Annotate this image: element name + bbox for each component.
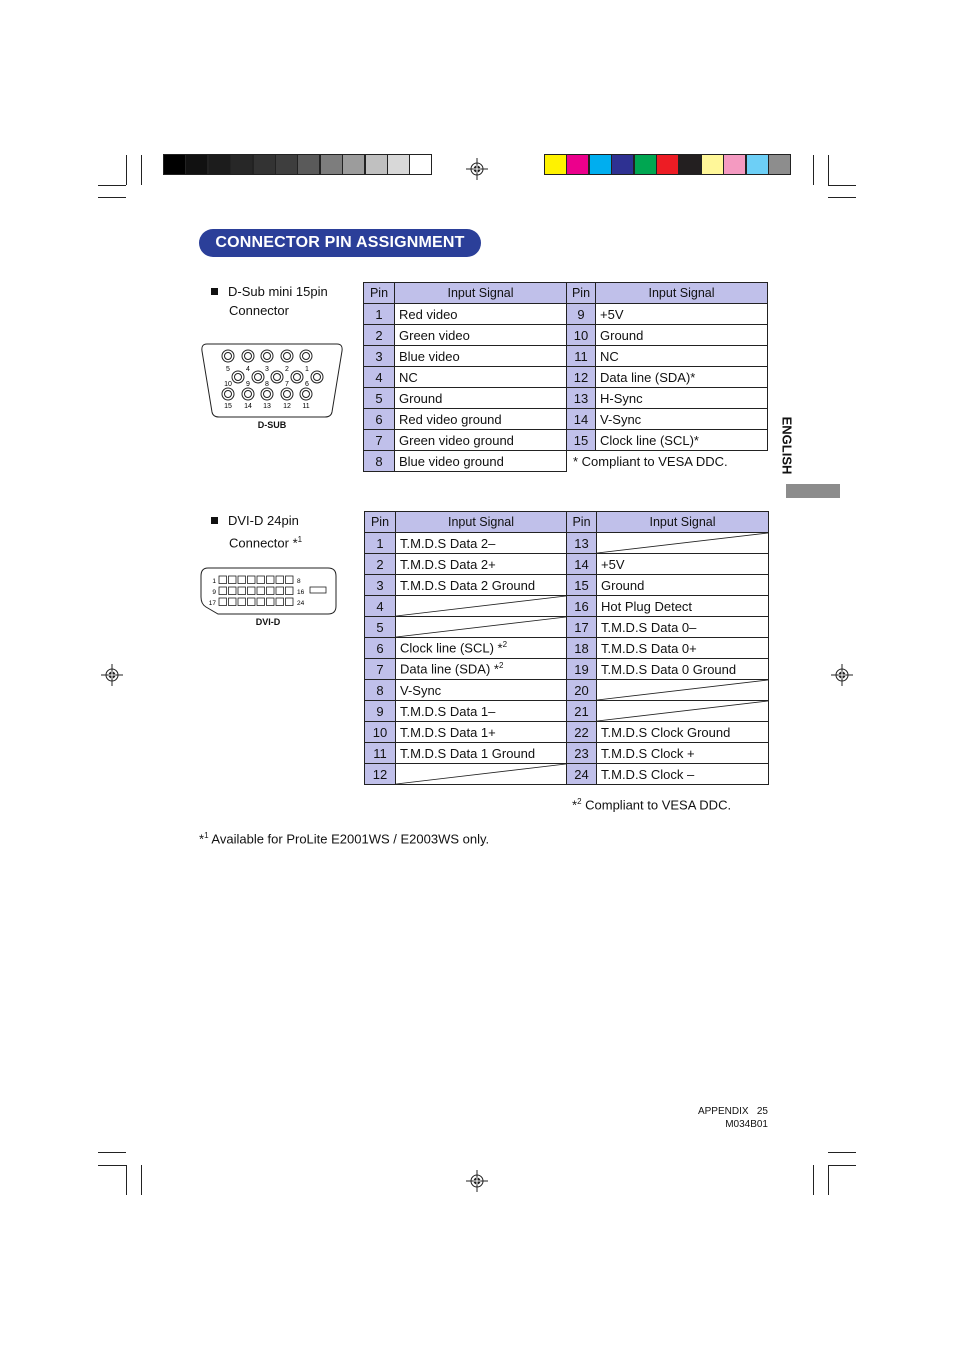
color-swatch — [768, 154, 791, 175]
pin-contact — [229, 598, 237, 606]
signal-cell — [596, 430, 768, 451]
column-header-signal: Input Signal — [396, 512, 567, 533]
pin-hole-inner — [284, 353, 291, 360]
pin-number-cell: 19 — [567, 659, 597, 680]
table-row — [365, 680, 769, 701]
signal-text: Green video — [399, 327, 470, 343]
column-header-signal: Input Signal — [597, 512, 769, 533]
pin-number: 15 — [224, 403, 232, 410]
signal-cell — [396, 743, 567, 764]
signal-cell — [396, 680, 567, 701]
pin-number-cell: 6 — [365, 638, 396, 659]
pin-number: 13 — [263, 403, 271, 410]
strike-line — [396, 617, 566, 637]
signal-text: T.M.D.S Clock Ground — [601, 724, 731, 740]
color-swatch — [544, 154, 567, 175]
signal-cell — [396, 554, 567, 575]
strike-line — [597, 701, 768, 721]
dsub-subtitle: Connector — [229, 303, 289, 318]
crop-mark — [141, 1165, 142, 1195]
color-swatch — [566, 154, 589, 175]
pin-contact — [286, 598, 294, 606]
table-row — [364, 430, 768, 451]
pin-number-cell: 14 — [567, 554, 597, 575]
signal-text: T.M.D.S Data 2– — [400, 535, 496, 551]
unused-cell — [597, 533, 769, 554]
signal-cell — [395, 346, 567, 367]
signal-cell — [596, 304, 768, 325]
strike-line — [396, 764, 566, 784]
pin-number-cell: 5 — [365, 617, 396, 638]
dvi-bullet — [211, 511, 302, 552]
signal-cell — [396, 701, 567, 722]
unused-cell — [597, 701, 769, 722]
pin-number-cell: 1 — [365, 533, 396, 554]
pin-contact — [276, 576, 284, 584]
table-header-row — [365, 512, 769, 533]
crop-mark — [98, 1165, 126, 1166]
gray-swatch — [409, 154, 432, 175]
signal-cell — [596, 409, 768, 430]
pin-number: 2 — [285, 366, 289, 373]
signal-cell — [395, 451, 567, 472]
pin-number-cell: 12 — [365, 764, 396, 785]
color-swatch — [678, 154, 701, 175]
signal-cell — [395, 430, 567, 451]
signal-text: T.M.D.S Data 1 Ground — [400, 745, 536, 761]
crop-mark — [98, 197, 126, 198]
pin-contact — [248, 587, 256, 595]
pin-number-cell: 6 — [364, 409, 395, 430]
signal-text: Hot Plug Detect — [601, 598, 693, 614]
pin-hole-inner — [245, 391, 252, 398]
table-row — [364, 451, 768, 472]
table-row — [365, 638, 769, 659]
pin-number-cell: 24 — [567, 764, 597, 785]
pin-contact — [219, 598, 227, 606]
pin-number-cell: 4 — [365, 596, 396, 617]
signal-cell — [396, 638, 567, 659]
strike-line — [597, 680, 768, 700]
pin-contact — [238, 576, 246, 584]
pin-number: 7 — [285, 381, 289, 388]
pin-contact — [219, 576, 227, 584]
signal-cell — [597, 575, 769, 596]
pin-number-cell: 3 — [364, 346, 395, 367]
gray-swatch — [163, 154, 186, 175]
gray-swatch — [342, 154, 365, 175]
registration-mark-icon — [101, 664, 123, 686]
pin-hole-inner — [225, 391, 232, 398]
table-row — [365, 659, 769, 680]
pin-number: 8 — [265, 381, 269, 388]
signal-text: +5V — [600, 306, 624, 322]
pin-number-cell: 21 — [567, 701, 597, 722]
pin-number-cell: 9 — [567, 304, 596, 325]
gray-swatch — [297, 154, 320, 175]
pin-contact — [238, 587, 246, 595]
table-row — [364, 409, 768, 430]
signal-cell — [597, 638, 769, 659]
signal-text: Data line (SDA)* — [600, 369, 696, 385]
column-header-pin: Pin — [365, 512, 396, 533]
footnote-marker: 2 — [498, 661, 504, 671]
gray-swatch — [230, 154, 253, 175]
signal-cell — [395, 304, 567, 325]
table-row — [365, 596, 769, 617]
unused-cell — [396, 617, 567, 638]
signal-text: T.M.D.S Data 1+ — [400, 724, 496, 740]
signal-cell — [597, 722, 769, 743]
pin-number-cell: 16 — [567, 596, 597, 617]
table-row — [364, 388, 768, 409]
signal-text: Data line (SDA) * — [400, 661, 499, 677]
unused-cell — [396, 764, 567, 785]
signal-text: T.M.D.S Data 2+ — [400, 556, 496, 572]
pin-contact — [276, 598, 284, 606]
pin-number: 5 — [226, 366, 230, 373]
dvi-table-note — [572, 797, 731, 812]
gray-swatch — [275, 154, 298, 175]
pin-number-cell: 3 — [365, 575, 396, 596]
table-row — [365, 617, 769, 638]
pin-number: 12 — [283, 403, 291, 410]
crop-mark — [828, 197, 856, 198]
footnote-marker: 1 — [204, 831, 209, 840]
pin-number-cell: 7 — [365, 659, 396, 680]
color-swatch — [723, 154, 746, 175]
signal-cell — [597, 764, 769, 785]
signal-cell — [395, 325, 567, 346]
footnote-prefix: * — [199, 831, 205, 847]
pin-contact — [257, 576, 265, 584]
signal-text: T.M.D.S Data 2 Ground — [400, 577, 536, 593]
color-swatch — [611, 154, 634, 175]
gray-swatch — [365, 154, 388, 175]
column-header-signal: Input Signal — [596, 283, 768, 304]
crop-mark — [813, 155, 814, 185]
signal-text: T.M.D.S Clock + — [601, 745, 695, 761]
dvi-pin-table — [364, 511, 769, 785]
gray-swatch — [208, 154, 231, 175]
pin-hole-inner — [235, 374, 242, 381]
column-header-pin: Pin — [364, 283, 395, 304]
table-row — [365, 575, 769, 596]
bullet-square-icon — [211, 517, 218, 524]
table-row — [365, 743, 769, 764]
signal-text: Red video — [399, 306, 458, 322]
table-row — [364, 367, 768, 388]
signal-text: NC — [600, 348, 619, 364]
unused-cell — [396, 596, 567, 617]
strike-line — [597, 533, 768, 553]
pin-contact — [229, 587, 237, 595]
color-swatch — [701, 154, 724, 175]
signal-cell — [596, 325, 768, 346]
pin-number-cell: 22 — [567, 722, 597, 743]
dvi-title: DVI-D 24pin — [228, 513, 299, 528]
pin-contact — [248, 576, 256, 584]
pin-number-cell: 7 — [364, 430, 395, 451]
side-tab-marker — [786, 484, 840, 498]
pin-hole-inner — [314, 374, 321, 381]
crop-mark — [126, 1165, 127, 1195]
footnote — [199, 831, 489, 846]
column-header-signal: Input Signal — [395, 283, 567, 304]
pin-number-cell: 14 — [567, 409, 596, 430]
pin-contact — [276, 587, 284, 595]
signal-text: Red video ground — [399, 411, 502, 427]
signal-cell — [597, 743, 769, 764]
pin-number: 8 — [297, 578, 301, 585]
gray-swatch — [387, 154, 410, 175]
signal-cell — [597, 617, 769, 638]
crop-mark — [828, 1165, 829, 1195]
crop-mark — [813, 1165, 814, 1195]
pin-hole-inner — [264, 353, 271, 360]
footnote-marker: 2 — [577, 797, 582, 806]
dsub-label: D-SUB — [257, 420, 287, 430]
pin-contact — [267, 598, 275, 606]
pin-number-cell: 23 — [567, 743, 597, 764]
dsub-pin-table — [363, 282, 768, 472]
pin-number: 1 — [305, 366, 309, 373]
pin-number-cell: 8 — [364, 451, 395, 472]
signal-cell — [395, 409, 567, 430]
signal-cell — [597, 659, 769, 680]
unused-cell — [597, 680, 769, 701]
signal-cell — [396, 575, 567, 596]
pin-number-cell: 15 — [567, 575, 597, 596]
signal-text: T.M.D.S Data 1– — [400, 703, 496, 719]
table-row — [365, 722, 769, 743]
pin-contact — [257, 598, 265, 606]
signal-text: T.M.D.S Data 0 Ground — [601, 661, 737, 677]
pin-number: 10 — [224, 381, 232, 388]
column-header-pin: Pin — [567, 512, 597, 533]
dsub-title: D-Sub mini 15pin — [228, 284, 328, 299]
table-row — [365, 554, 769, 575]
column-header-pin: Pin — [567, 283, 596, 304]
pin-number-cell: 2 — [364, 325, 395, 346]
signal-cell — [596, 346, 768, 367]
crop-mark — [828, 1165, 856, 1166]
table-row — [364, 325, 768, 346]
signal-cell — [596, 388, 768, 409]
crop-mark — [828, 1152, 856, 1153]
pin-number-cell: 4 — [364, 367, 395, 388]
pin-number-cell: 11 — [567, 346, 596, 367]
pin-number-cell: 17 — [567, 617, 597, 638]
signal-cell — [396, 533, 567, 554]
table-row — [365, 533, 769, 554]
dvi-connector-diagram — [200, 567, 337, 617]
language-tab-label: ENGLISH — [779, 416, 795, 475]
signal-text: Green video ground — [399, 432, 514, 448]
crop-mark — [828, 155, 829, 185]
pin-hole-inner — [294, 374, 301, 381]
pin-number: 11 — [302, 403, 310, 410]
signal-cell — [597, 596, 769, 617]
pin-contact — [257, 587, 265, 595]
pin-number: 14 — [244, 403, 252, 410]
pin-hole-inner — [274, 374, 281, 381]
signal-text: T.M.D.S Data 0– — [601, 619, 697, 635]
signal-text: Clock line (SCL) * — [400, 640, 503, 656]
pin-number-cell: 10 — [567, 325, 596, 346]
crop-mark — [141, 155, 142, 185]
color-swatch — [589, 154, 612, 175]
pin-number-cell: 13 — [567, 533, 597, 554]
signal-cell — [395, 388, 567, 409]
color-swatch — [634, 154, 657, 175]
pin-number: 3 — [265, 366, 269, 373]
dsub-connector-diagram — [199, 342, 345, 420]
signal-text: H-Sync — [600, 390, 643, 406]
table-row — [364, 346, 768, 367]
signal-text: Clock line (SCL)* — [600, 432, 699, 448]
crop-mark — [98, 185, 126, 186]
signal-text: T.M.D.S Data 0+ — [601, 640, 697, 656]
signal-text: V-Sync — [600, 411, 642, 427]
registration-mark-icon — [831, 664, 853, 686]
pin-contact — [238, 598, 246, 606]
pin-hole-inner — [255, 374, 262, 381]
pin-number-cell: 9 — [365, 701, 396, 722]
pin-number: 6 — [305, 381, 309, 388]
pin-number-cell: 12 — [567, 367, 596, 388]
footnote-text: Available for ProLite E2001WS / E2003WS only. — [208, 831, 490, 847]
pin-hole-inner — [284, 391, 291, 398]
crop-mark — [126, 155, 127, 185]
note-text: Compliant to VESA DDC. — [581, 797, 732, 813]
pin-number-cell: 10 — [365, 722, 396, 743]
table-row — [365, 701, 769, 722]
strike-line — [396, 596, 566, 616]
pin-number: 17 — [208, 600, 216, 607]
signal-text: Blue video — [399, 348, 460, 364]
pin-number: 9 — [246, 381, 250, 388]
signal-cell — [396, 659, 567, 680]
pin-number-cell: 8 — [365, 680, 396, 701]
color-swatch — [656, 154, 679, 175]
pin-number: 16 — [297, 589, 305, 596]
signal-text: V-Sync — [400, 682, 442, 698]
pin-number: 9 — [212, 589, 216, 596]
table-row — [365, 764, 769, 785]
registration-mark-icon — [466, 158, 488, 180]
signal-text: Ground — [399, 390, 443, 406]
pin-number-cell: 11 — [365, 743, 396, 764]
pin-contact — [248, 598, 256, 606]
pin-contact — [267, 587, 275, 595]
dsub-bullet — [211, 282, 328, 320]
dvi-label: DVI-D — [255, 617, 281, 627]
pin-hole-inner — [303, 353, 310, 360]
signal-cell — [396, 722, 567, 743]
pin-number-cell: 18 — [567, 638, 597, 659]
signal-cell — [596, 367, 768, 388]
signal-text: Ground — [600, 327, 644, 343]
gray-swatch — [253, 154, 276, 175]
page-footer — [640, 1105, 768, 1131]
dsub-table-note: * Compliant to VESA DDC. — [573, 453, 728, 469]
pin-number-cell: 2 — [365, 554, 396, 575]
pin-number: 1 — [212, 578, 216, 585]
pin-hole-inner — [264, 391, 271, 398]
pin-number-cell: 15 — [567, 430, 596, 451]
color-swatch — [746, 154, 769, 175]
signal-text: T.M.D.S Clock – — [601, 766, 695, 782]
dvi-subtitle: Connector * — [229, 535, 298, 551]
signal-text: Ground — [601, 577, 645, 593]
pin-hole-inner — [225, 353, 232, 360]
signal-text: +5V — [601, 556, 625, 572]
note-prefix: * — [572, 797, 578, 813]
footnote-marker: 1 — [297, 535, 303, 544]
bullet-square-icon — [211, 288, 218, 295]
signal-cell — [395, 367, 567, 388]
document-code: M034B01 — [725, 1119, 768, 1130]
pin-number-cell: 5 — [364, 388, 395, 409]
pin-contact — [286, 576, 294, 584]
pin-number-cell: 1 — [364, 304, 395, 325]
signal-text: NC — [399, 369, 418, 385]
page-number: APPENDIX 25 — [697, 1106, 768, 1117]
pin-hole-inner — [245, 353, 252, 360]
footnote-marker: 2 — [502, 640, 508, 650]
pin-contact — [229, 576, 237, 584]
crop-mark — [98, 1152, 126, 1153]
registration-mark-icon — [466, 1170, 488, 1192]
signal-cell — [597, 554, 769, 575]
gray-swatch — [320, 154, 343, 175]
table-row — [364, 304, 768, 325]
pin-number: 24 — [297, 600, 305, 607]
gray-swatch — [185, 154, 208, 175]
pin-contact — [267, 576, 275, 584]
pin-number: 4 — [246, 366, 250, 373]
crop-mark — [828, 185, 856, 186]
pin-number-cell: 20 — [567, 680, 597, 701]
pin-hole-inner — [303, 391, 310, 398]
language-tab — [780, 416, 800, 478]
section-title: CONNECTOR PIN ASSIGNMENT — [199, 229, 481, 257]
pin-contact — [219, 587, 227, 595]
signal-text: Blue video ground — [399, 453, 504, 469]
pin-number-cell: 13 — [567, 388, 596, 409]
table-header-row — [364, 283, 768, 304]
pin-contact — [286, 587, 294, 595]
